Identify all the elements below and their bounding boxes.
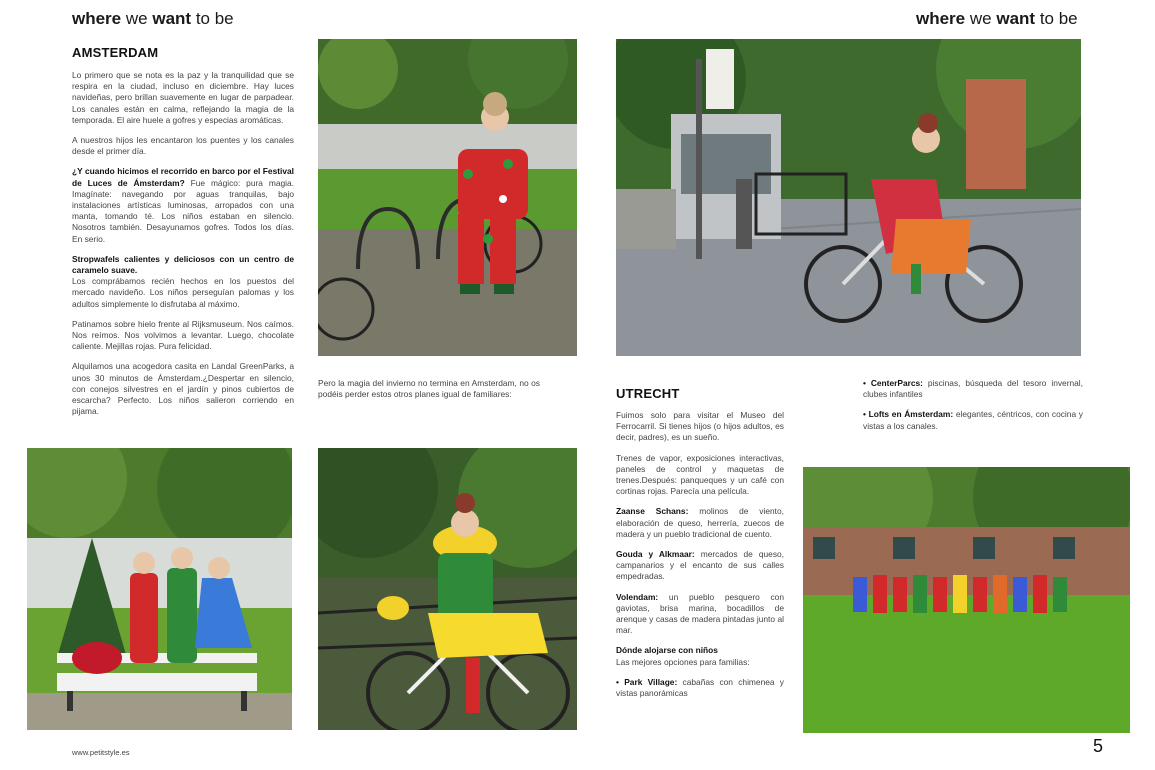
amsterdam-paragraph [72,166,294,244]
amsterdam-paragraph: Patinamos sobre hielo frente al Rijksmuseum. Nos caímos. Nos reímos. Nos volvimos a levantar. Luego, chocolate caliente. Mejillas rojas. Pura felicidad. [72,318,294,352]
lofts-text: elegantes, céntricos, con cocina y vistas a los canales. [863,409,1083,431]
volendam-heading: Volendam: [616,591,659,602]
header-word-we: we [969,9,992,28]
zaanse-schans-heading: Zaanse Schans: [616,506,689,517]
header-word-to-be: to be [1039,9,1078,28]
lodging-heading: Dónde alojarse con niños [616,645,718,656]
utrecht-paragraph [616,592,784,637]
amsterdam-paragraph [72,254,294,310]
volendam-text: un pueblo pesquero con gaviotas, brisa marina, bocadillos de arenque y casas de madera pintadas junto al mar. [616,591,784,636]
right-column [863,378,1083,441]
amsterdam-stroopwafel-text: Los comprábamos recién hechos en los puestos del mercado navideño. Los niños perseguían palomas y los adultos simplemente lo disfrutaba al máximo. [72,276,294,309]
centerparcs-heading: • CenterParcs: [863,378,923,388]
amsterdam-paragraph: Alquilamos una acogedora casita en Landal GreenParks, a unos 30 minutos de Ámsterdam.¿Despertar en silencio, con conejos silvestres en el jardín y pinos cubiertos de escarcha? Perfecto. Los niños salieron corriendo en pijama. [72,361,294,417]
utrecht-paragraph [616,645,784,667]
lodging-text: Las mejores opciones para familias: [616,656,750,667]
utrecht-title: UTRECHT [616,386,680,401]
centerparcs-text: piscinas, búsqueda del tesoro invernal, clubes infantiles [863,378,1083,400]
photo-girl-yellow-bike [318,448,577,730]
photo-kids-bench-tree [27,448,292,730]
park-village-text: cabañas con chimenea y vistas panorámicas [616,676,784,699]
header-word-where: where [916,9,966,28]
lodging-option [863,378,1083,400]
amsterdam-boat-heading: ¿Y cuando hicimos el recorrido en barco por el Festival de Luces de Ámsterdam? [72,166,294,188]
utrecht-paragraph [616,549,784,583]
amsterdam-paragraph: Lo primero que se nota es la paz y la tranquilidad que se respira en la ciudad, incluso en diciembre. Hay luces navideñas, pero brillan suavemente en lugar de parpadear. Los canales están en calma, reflejando la magia de la temporada. El aire huele a gofres y especias aromáticas. [72,70,294,125]
utrecht-paragraph [616,506,784,540]
mid-paragraph: Pero la magia del invierno no termina en Amsterdam, no os podéis perder estos otros planes igual de familiares: [318,378,540,400]
photo-girl-bicycle-booth [616,39,1081,356]
header-word-want: want [152,9,192,28]
header-word-to-be: to be [195,9,234,28]
header-word-we: we [125,9,148,28]
footer-url: www.petitstyle.es [72,748,130,757]
page-number: 5 [1093,736,1104,756]
photo-boy-bike-rack [318,39,577,356]
lodging-option [863,409,1083,431]
header-right [916,9,1078,29]
zaanse-schans-text: molinos de viento, elaboración de queso, herrería, zuecos de madera y un pueblo tradicional de cuento. [616,506,784,539]
photo-group-lawn [803,467,1130,733]
gouda-heading: Gouda y Alkmaar: [616,549,695,560]
amsterdam-title: AMSTERDAM [72,45,159,60]
amsterdam-boat-text: Fue mágico: pura magia. Imagínate: navegando por aguas tranquilas, bajo instalaciones artísticas luminosas, arropados con una manta, tomando té. Los niños estaban en silencio. Nosotros también. Desayunamos gofres. Todos los días. En serio. [72,177,294,244]
lofts-heading: • Lofts en Ámsterdam: [863,409,954,420]
amsterdam-paragraph: A nuestros hijos les encantaron los puentes y los canales desde el primer día. [72,135,294,157]
amsterdam-stroopwafel-heading: Stropwafels calientes y deliciosos con un centro de caramelo suave. [72,253,294,276]
utrecht-paragraph: Trenes de vapor, exposiciones interactivas, paneles de control y maquetas de trenes.Después: panqueques y un café con cortinas rojas. Parecía una película. [616,452,784,497]
header-word-where: where [72,9,122,28]
utrecht-article [616,410,784,708]
utrecht-paragraph: Fuimos solo para visitar el Museo del Ferrocarril. Si tienes hijos (o hijos adultos, es decir, padres), es un sueño. [616,410,784,443]
header-word-want: want [996,9,1036,28]
gouda-text: mercados de queso, campanarios y el encanto de sus calles empedradas. [616,549,784,582]
amsterdam-article [72,70,294,426]
header-left [72,9,234,29]
mid-text [318,378,540,409]
park-village-heading: • Park Village: [616,676,678,687]
utrecht-paragraph [616,677,784,699]
